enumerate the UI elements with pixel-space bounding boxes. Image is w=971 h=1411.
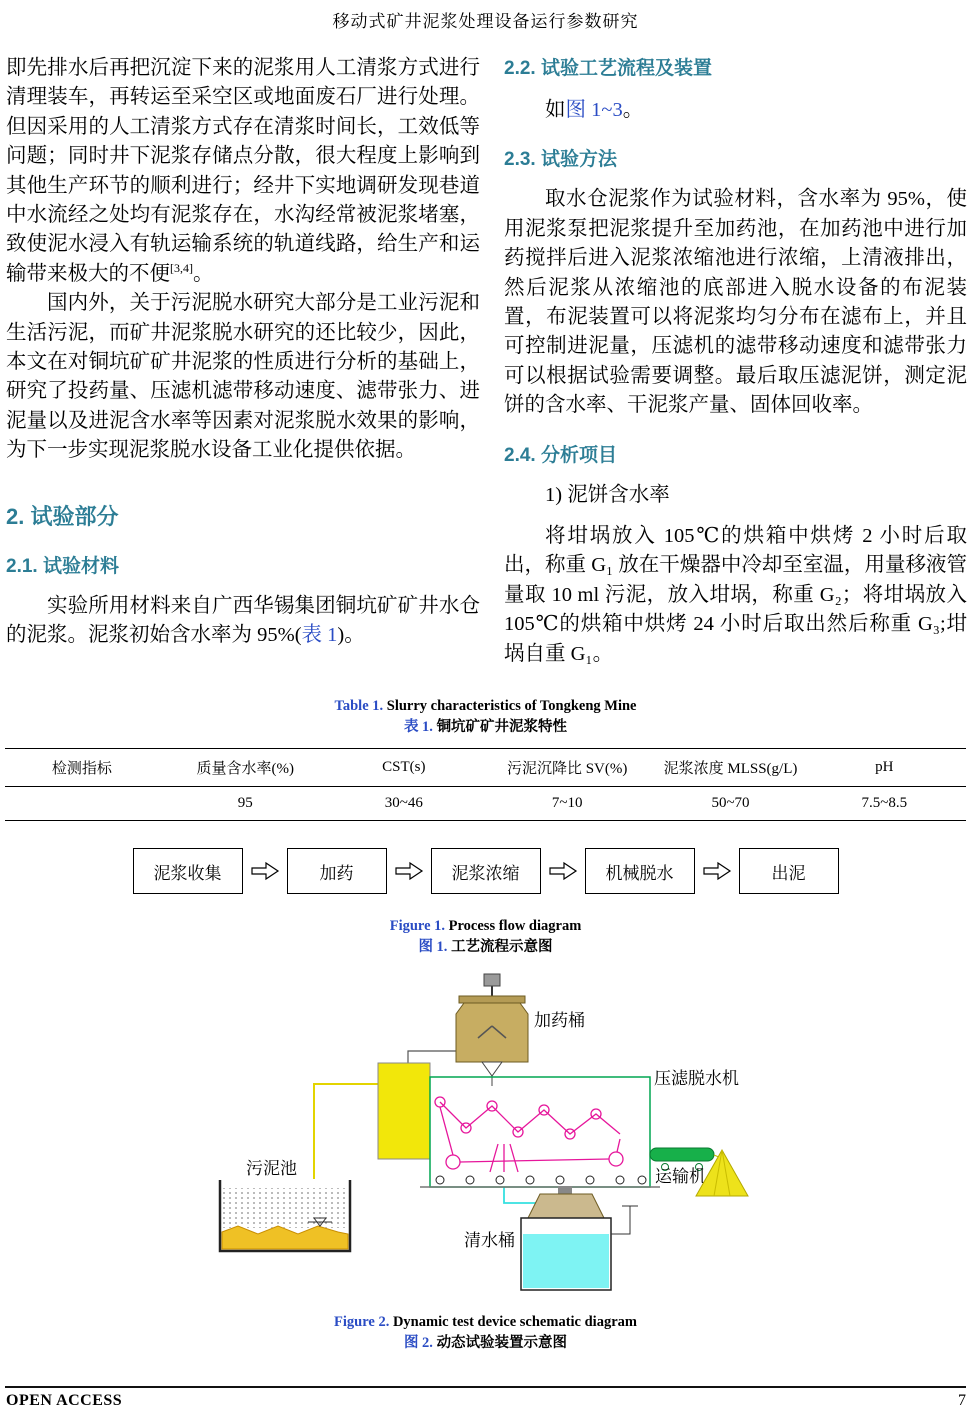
section-heading-2: 2. 试验部分 bbox=[6, 503, 119, 529]
column-header: 污泥沉降比 SV(%) bbox=[476, 749, 659, 787]
belt-filter-press bbox=[420, 1077, 660, 1187]
label-dosing-barrel: 加药桶 bbox=[534, 1011, 585, 1030]
table1-caption-zh-text: 铜坑矿矿井泥浆特性 bbox=[436, 719, 568, 735]
label-conveyor: 运输机 bbox=[655, 1167, 706, 1186]
column-header: 检测指标 bbox=[5, 749, 159, 787]
figure1-flow-diagram bbox=[0, 848, 971, 894]
table1-caption-en bbox=[5, 696, 966, 717]
list-item-1: 1) 泥饼含水率 bbox=[545, 483, 670, 506]
right-column bbox=[504, 54, 967, 669]
flow-arrow-icon bbox=[702, 860, 732, 882]
left-column bbox=[6, 54, 480, 651]
table1-caption-en-label: Table 1. bbox=[334, 698, 384, 714]
dosing-barrel bbox=[456, 974, 528, 1086]
paragraph-background: 国内外，关于污泥脱水研究大部分是工业污泥和生活污泥，而矿井泥浆脱水研究的还比较少，因此，本文在对铜坑矿矿井泥浆的性质进行分析的基础上，研究了投药量、压滤机滤带移动速度、滤带张力、进泥量以及进泥含水率等因素对泥浆脱水效果的影响，为下一步实现泥浆脱水设备工业化提供依据。 bbox=[6, 292, 480, 462]
flow-arrow-icon bbox=[250, 860, 280, 882]
sludge-pool bbox=[220, 1180, 350, 1251]
paragraph-text: 即先排水后再把沉淀下来的泥浆用人工清浆方式进行清理装车，再转运至采空区或地面废石厂进行处理。但因采用的人工清浆方式存在清浆时间长，工效低等问题；同时井下泥浆存储点分散，很大程度上影响到其他生产环节的顺利进行；经井下实地调研发现巷道中水流经之处均有泥浆存在，水沟经常被泥浆堵塞，致使泥水浸入有轨运输系统的轨道线路，给生产和运输带来极大的不便 bbox=[6, 57, 480, 285]
table-cell bbox=[5, 787, 159, 821]
table1-caption-zh bbox=[5, 717, 966, 738]
section-heading-2-4: 2.4. 分析项目 bbox=[504, 444, 617, 466]
paragraph-text-end: 。 bbox=[193, 262, 214, 285]
table1-ref-link[interactable]: 表 1 bbox=[301, 624, 338, 647]
flow-arrow-icon bbox=[394, 860, 424, 882]
page-number: 7 bbox=[958, 1392, 966, 1409]
table1-caption-en-text: Slurry characteristics of Tongkeng Mine bbox=[386, 698, 637, 714]
pipe-pool-to-tank bbox=[314, 1084, 378, 1179]
open-access-label: OPEN ACCESS bbox=[6, 1392, 123, 1409]
paragraph-figures-ref bbox=[504, 96, 967, 125]
flow-arrow-icon bbox=[548, 860, 578, 882]
pipe-tank-to-barrel bbox=[408, 1051, 463, 1063]
clear-water-barrel bbox=[521, 1186, 638, 1290]
flow-box-concentration: 泥浆浓缩 bbox=[431, 848, 541, 894]
figure2-caption-zh-label: 图 2. bbox=[403, 1335, 433, 1351]
paragraph-method: 取水仓泥浆作为试验材料，含水率为 95%，使用泥浆泵把泥浆提升至加药池，在加药池中进行加药搅拌后进入泥浆浓缩池进行浓缩，上清液排出，然后泥浆从浓缩池的底部进入脱水设备的布泥装置，布泥装置可以将泥浆均匀分布在滤布上，并且可控制进泥量，压滤机的滤带移动速度和滤带张力可以根据试验需要调整。最后取压滤泥饼，测定泥饼的含水率、干泥浆产量、固体回收率。 bbox=[504, 188, 967, 417]
figure2-caption-zh-text: 动态试验装置示意图 bbox=[436, 1335, 568, 1351]
column-header: CST(s) bbox=[332, 749, 476, 787]
figure1-caption-zh-text: 工艺流程示意图 bbox=[451, 939, 553, 955]
label-sludge-pool: 污泥池 bbox=[246, 1159, 297, 1178]
table1-caption-zh-label: 表 1. bbox=[403, 719, 433, 735]
table-header-row bbox=[5, 749, 966, 787]
paragraph-text-end: )。 bbox=[337, 624, 365, 647]
table-cell: 50~70 bbox=[658, 787, 802, 821]
figure2-caption-en-label: Figure 2. bbox=[334, 1314, 390, 1330]
column-header: pH bbox=[803, 749, 966, 787]
figure2-caption bbox=[0, 1312, 971, 1354]
paragraph-analysis: 将坩埚放入 105℃的烘箱中烘烤 2 小时后取出，称重 G₁ 放在干燥器中冷却至室温，用量移液管量取 10 ml 污泥，放入坩埚，称重 G₂；将坩埚放入 105℃的烘箱中烘烤 24 小时后取出然后称重 G₃;坩埚自重 G₁。 bbox=[504, 525, 967, 665]
footer-divider bbox=[5, 1386, 966, 1388]
flow-box-mechanical-dewatering: 机械脱水 bbox=[585, 848, 695, 894]
flow-box-slurry-collection: 泥浆收集 bbox=[133, 848, 243, 894]
paragraph-materials bbox=[6, 592, 480, 651]
paragraph-text-end: 。 bbox=[622, 99, 644, 121]
figure1-caption bbox=[0, 916, 971, 958]
paragraph-text: 实验所用材料来自广西华锡集团铜坑矿矿井水仓的泥浆。泥浆初始含水率为 95%( bbox=[6, 594, 480, 647]
section-heading-2-1: 2.1. 试验材料 bbox=[6, 555, 119, 577]
table-row bbox=[5, 787, 966, 821]
figures-ref-link[interactable]: 图 1~3 bbox=[565, 99, 623, 121]
figure1-caption-en-label: Figure 1. bbox=[389, 918, 446, 934]
footer bbox=[6, 1392, 966, 1410]
flow-box-dosing: 加药 bbox=[287, 848, 387, 894]
table-cell: 7.5~8.5 bbox=[803, 787, 966, 821]
label-filter-press: 压滤脱水机 bbox=[654, 1069, 739, 1088]
paragraph-text: 如 bbox=[545, 99, 566, 121]
figure2-schematic bbox=[168, 966, 808, 1302]
table-cell: 95 bbox=[159, 787, 332, 821]
table-1 bbox=[5, 696, 966, 821]
figure1-caption-zh-label: 图 1. bbox=[418, 939, 448, 955]
figure2-caption-en-text: Dynamic test device schematic diagram bbox=[392, 1314, 637, 1330]
column-header: 泥浆浓度 MLSS(g/L) bbox=[658, 749, 802, 787]
concentration-tank bbox=[378, 1063, 430, 1159]
table-cell: 30~46 bbox=[332, 787, 476, 821]
paragraph-intro bbox=[6, 54, 480, 289]
column-header: 质量含水率(%) bbox=[159, 749, 332, 787]
citation-ref: [3,4] bbox=[170, 261, 193, 276]
section-heading-2-3: 2.3. 试验方法 bbox=[504, 149, 617, 171]
figure1-caption-en-text: Process flow diagram bbox=[448, 918, 582, 934]
page-header-title: 移动式矿井泥浆处理设备运行参数研究 bbox=[332, 12, 639, 31]
table-cell: 7~10 bbox=[476, 787, 659, 821]
label-clear-water-barrel: 清水桶 bbox=[464, 1231, 515, 1250]
section-heading-2-2: 2.2. 试验工艺流程及装置 bbox=[504, 58, 712, 79]
flow-box-mud-out: 出泥 bbox=[739, 848, 839, 894]
